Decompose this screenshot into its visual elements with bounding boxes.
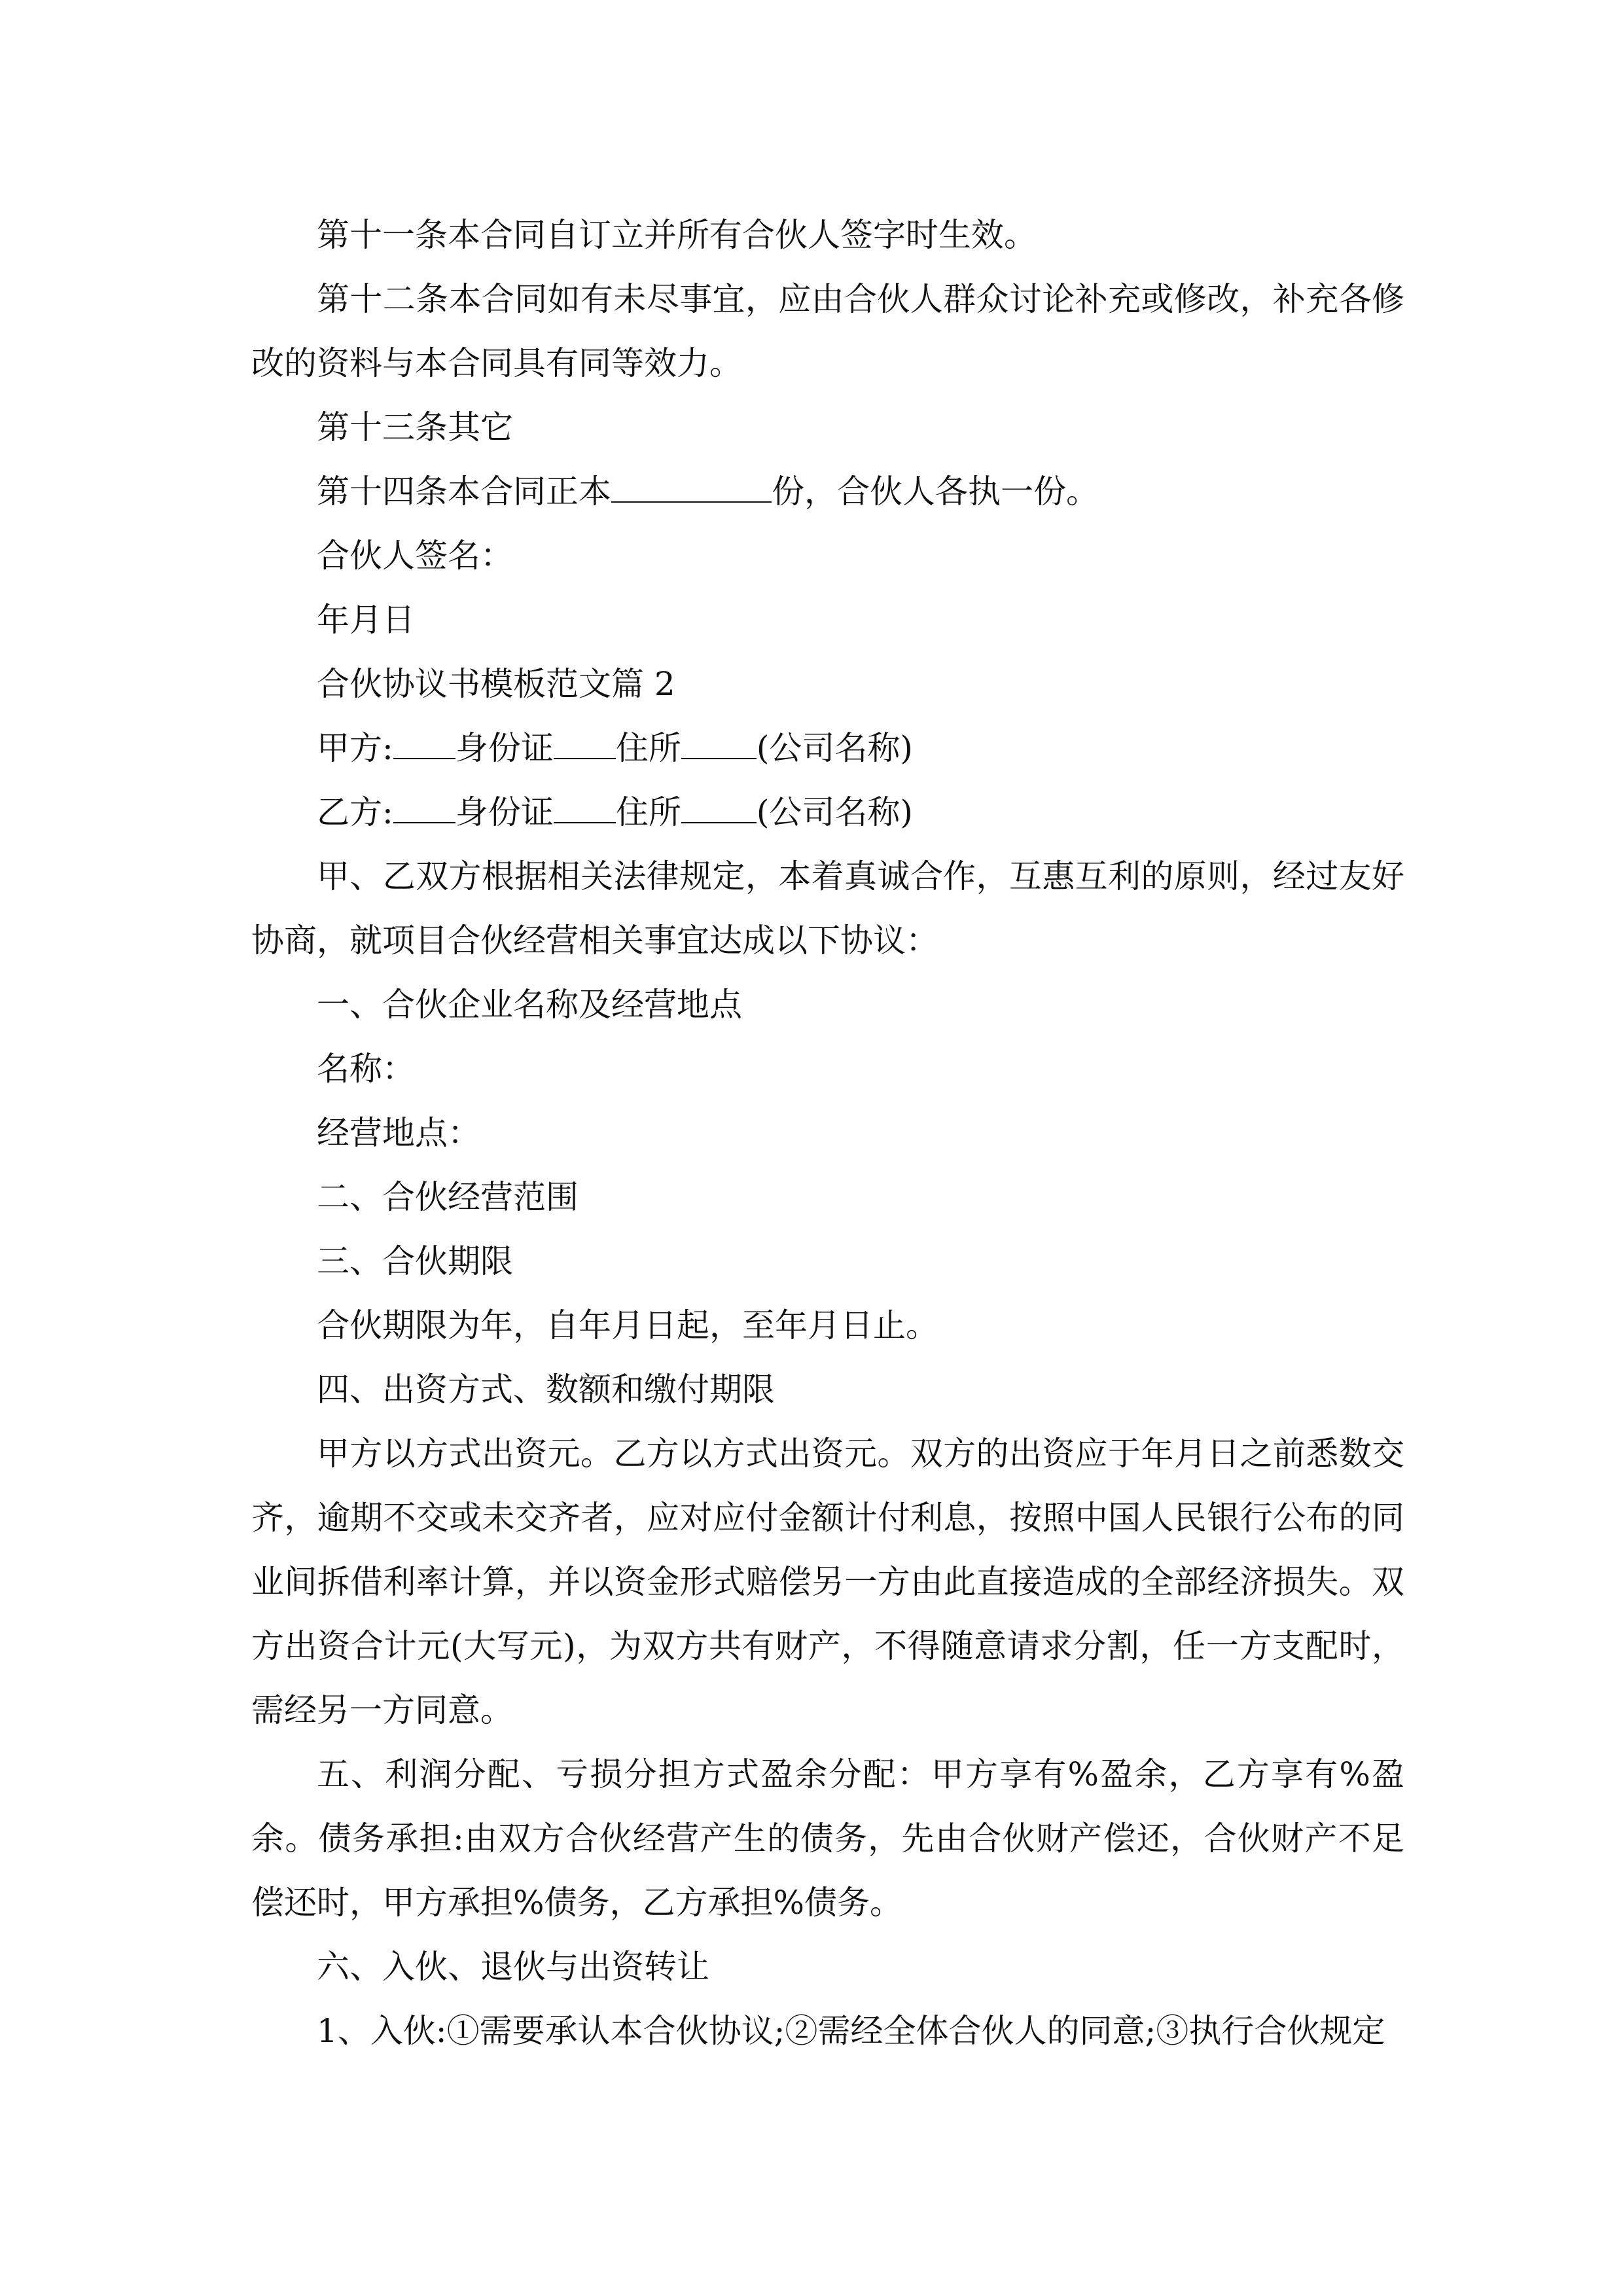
party-a-id-label: 身份证 [455,729,554,767]
party-a-line [251,716,1404,780]
party-b-address-label: 住所 [615,793,681,831]
preamble: 甲、乙双方根据相关法律规定，本着真诚合作，互惠互利的原则，经过友好协商，就项目合伙经营相关事宜达成以下协议： [251,857,1404,960]
party-b-label: 乙方: [317,793,393,831]
party-b-line [251,780,1404,844]
contribution-paragraph: 甲方以方式出资元。乙方以方式出资元。双方的出资应于年月日之前悉数交齐，逾期不交或未交齐者，应对应付金额计付利息，按照中国人民银行公布的同业间拆借利率计算，并以资金形式赔偿另一方由此直接造成的全部经济损失。双方出资合计元(大写元)，为双方共有财产，不得随意请求分割，任一方支配时，需经另一方同意。 [251,1435,1404,1729]
party-b-address-blank [681,796,757,823]
date-line: 年月日 [317,601,415,639]
name-field: 名称： [317,1050,415,1088]
heading-6: 六、入伙、退伙与出资转让 [317,1948,709,1986]
party-a-id-blank [554,732,616,759]
partner-signature-label: 合伙人签名： [317,537,513,575]
section-title: 合伙协议书模板范文篇 2 [317,665,675,703]
clause-13: 第十三条其它 [317,408,513,446]
party-a-address-blank [681,732,757,759]
party-b-id-blank [554,796,616,823]
clause-14-text-b: 份，合伙人各执一份。 [772,473,1099,511]
clause-12: 第十二条本合同如有未尽事宜，应由合伙人群众讨论补充或修改，补充各修改的资料与本合同具有同等效力。 [251,280,1404,382]
heading-3: 三、合伙期限 [317,1242,513,1280]
term-paragraph: 合伙期限为年，自年月日起，至年月日止。 [317,1306,938,1344]
heading-1: 一、合伙企业名称及经营地点 [317,986,742,1024]
document-body [251,203,1404,2063]
heading-4: 四、出资方式、数额和缴付期限 [317,1371,775,1408]
location-field: 经营地点： [317,1114,480,1152]
party-a-label: 甲方: [317,729,393,767]
party-a-name-blank [393,732,455,759]
copies-blank [611,475,772,503]
profit-paragraph: 五、利润分配、亏损分担方式盈余分配：甲方享有%盈余，乙方享有%盈余。债务承担:由双方合伙经营产生的债务，先由合伙财产偿还，合伙财产不足偿还时，甲方承担%债务，乙方承担%债务。 [251,1755,1404,1922]
clause-14-text-a: 第十四条本合同正本 [317,473,611,511]
heading-2: 二、合伙经营范围 [317,1178,579,1216]
clause-11: 第十一条本合同自订立并所有合伙人签字时生效。 [317,216,1037,254]
party-b-id-label: 身份证 [455,793,554,831]
party-b-name-blank [393,796,455,823]
party-a-company: (公司名称) [756,729,913,767]
party-a-address-label: 住所 [615,729,681,767]
admission-paragraph: 1、入伙:①需要承认本合伙协议;②需经全体合伙人的同意;③执行合伙规定 [317,2012,1385,2050]
clause-14 [251,459,1404,524]
party-b-company: (公司名称) [756,793,913,831]
